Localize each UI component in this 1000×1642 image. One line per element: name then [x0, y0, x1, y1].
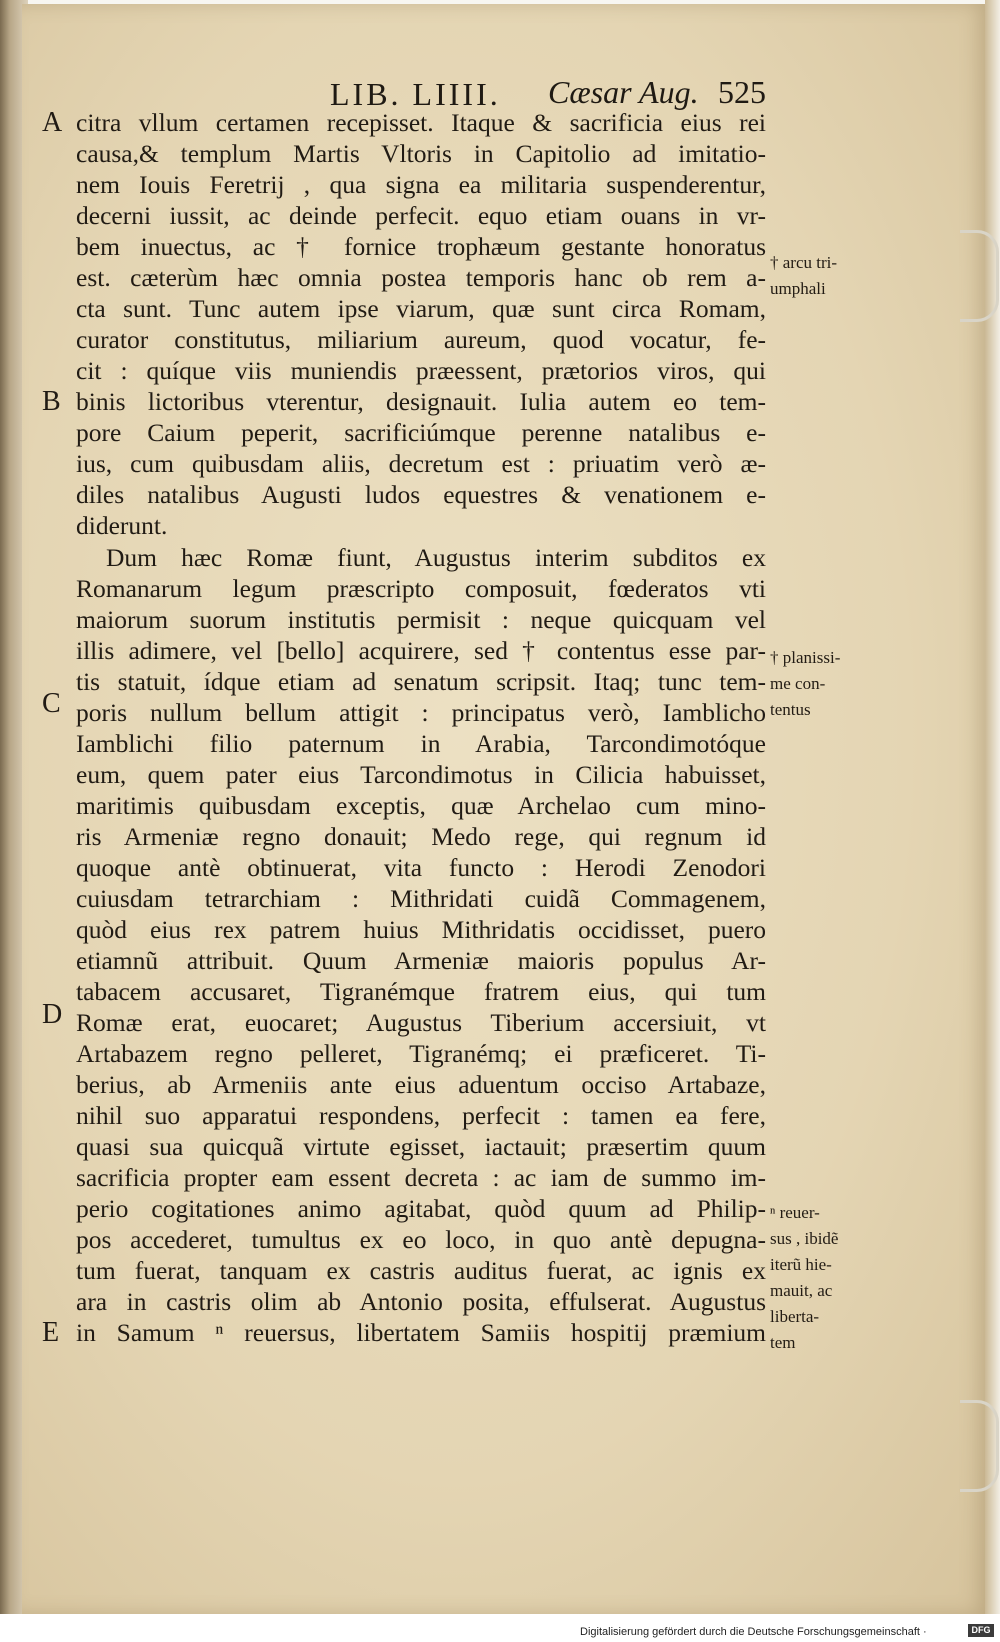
- marginal-note-line: me con-: [770, 674, 826, 693]
- text-line: Romæ erat, euocaret; Augustus Tiberium accersiuit, vt: [76, 1008, 766, 1037]
- marginal-note-line: tentus: [770, 700, 811, 719]
- marginal-note-arcu: [770, 250, 880, 302]
- marginal-note-line: ⁿ reuer-: [770, 1203, 820, 1222]
- text-line: decerni iussit, ac deinde perfecit. equo etiam ouans in vr-: [76, 201, 766, 230]
- marginal-note-line: mauit, ac: [770, 1281, 833, 1300]
- marginal-note-line: tem: [770, 1333, 796, 1352]
- text-line: poris nullum bellum attigit : principatus verò, Iamblicho: [76, 698, 766, 727]
- marginal-note-line: iterũ hie-: [770, 1255, 832, 1274]
- text-line: cuiusdam tetrarchiam : Mithridati cuidã Commagenem,: [76, 884, 766, 913]
- marginal-note-line: † planissi-: [770, 648, 841, 667]
- text-line: tum fuerat, tanquam ex castris auditus fuerat, ac ignis ex: [76, 1256, 766, 1285]
- text-line: tabacem accusaret, Tigranémque fratrem eius, qui tum: [76, 977, 766, 1006]
- marginal-note-reuersus: [770, 1200, 880, 1356]
- text-line: sacrificia propter eam essent decreta : ac iam de summo im-: [76, 1163, 766, 1192]
- text-line: pos accederet, tumultus ex eo loco, in quo antè depugna-: [76, 1225, 766, 1254]
- section-letter-a: A: [42, 107, 63, 138]
- page-number: 525: [718, 74, 766, 110]
- text-line: ara in castris olim ab Antonio posita, effulserat. Augustus: [76, 1287, 766, 1316]
- text-line: cta sunt. Tunc autem ipse viarum, quæ sunt circa Romam,: [76, 294, 766, 323]
- text-line: ris Armeniæ regno donauit; Medo rege, qui regnum id: [76, 822, 766, 851]
- dfg-logo: DFG: [968, 1624, 994, 1637]
- text-line: cit : quíque viis muniendis præessent, prætorios viros, qui: [76, 356, 766, 385]
- text-line: Romanarum legum præscripto composuit, fœderatos vti: [76, 574, 766, 603]
- text-line: in Samum ⁿ reuersus, libertatem Samiis hospitij præmium: [76, 1318, 766, 1347]
- text-line: etiamnũ attribuit. Quum Armeniæ maioris populus Ar-: [76, 946, 766, 975]
- text-line: quoque antè obtinuerat, vita functo : Herodi Zenodori: [76, 853, 766, 882]
- text-line: bem inuectus, ac † fornice trophæum gestante honoratus: [76, 232, 766, 261]
- running-head: LIB. LIIII.: [330, 76, 501, 112]
- section-letter-b: B: [42, 386, 61, 417]
- text-line: quasi sua quicquã virtute egisset, iactauit; præsertim quum: [76, 1132, 766, 1161]
- text-line: citra vllum certamen recepisset. Itaque & sacrificia eius rei: [76, 108, 766, 137]
- text-line: nem Iouis Feretrij , qua signa ea militaria suspenderentur,: [76, 170, 766, 199]
- text-line: pore Caium peperit, sacrificiúmque perenne natalibus e-: [76, 418, 766, 447]
- marginal-note-line: † arcu tri-: [770, 253, 838, 272]
- text-line: curator constitutus, miliarium aureum, quod vocatur, fe-: [76, 325, 766, 354]
- text-line: quòd eius rex patrem huius Mithridatis occidisset, puero: [76, 915, 766, 944]
- marginal-note-line: umphali: [770, 279, 826, 298]
- text-line: Dum hæc Romæ fiunt, Augustus interim subditos ex: [106, 543, 766, 572]
- section-letter-c: C: [42, 688, 61, 719]
- text-line: tis statuit, ídque etiam ad senatum scripsit. Itaq; tunc tem-: [76, 667, 766, 696]
- section-letter-e: E: [42, 1317, 60, 1348]
- text-line: nihil suo apparatui respondens, perfecit : tamen ea fere,: [76, 1101, 766, 1130]
- text-line: est. cæterùm hæc omnia postea temporis hanc ob rem a-: [76, 263, 766, 292]
- page-clip-top: [960, 230, 999, 322]
- marginal-note-planissime: [770, 645, 880, 723]
- text-line: eum, quem pater eius Tarcondimotus in Cilicia habuisset,: [76, 760, 766, 789]
- section-letter-d: D: [42, 999, 63, 1030]
- text-line: illis adimere, vel [bello] acquirere, sed † contentus esse par-: [76, 636, 766, 665]
- text-line: binis lictoribus vterentur, designauit. Iulia autem eo tem-: [76, 387, 766, 416]
- page-clip-bottom: [960, 1400, 999, 1492]
- running-title: Cæsar Aug.: [548, 74, 699, 110]
- text-line: ius, cum quibusdam aliis, decretum est : priuatim verò æ-: [76, 449, 766, 478]
- text-line: maiorum suorum institutis permisit : neque quicquam vel: [76, 605, 766, 634]
- text-line: berius, ab Armeniis ante eius aduentum occiso Artabaze,: [76, 1070, 766, 1099]
- marginal-note-line: liberta-: [770, 1307, 820, 1326]
- text-line: diderunt.: [76, 511, 168, 540]
- text-line: Iamblichi filio paternum in Arabia, Tarcondimotóque: [76, 729, 766, 758]
- marginal-note-line: sus , ibidẽ: [770, 1229, 839, 1248]
- text-line: Artabazem regno pelleret, Tigranémq; ei præficeret. Ti-: [76, 1039, 766, 1068]
- funding-credit: Digitalisierung gefördert durch die Deutsche Forschungsgemeinschaft ·: [580, 1626, 927, 1638]
- text-line: maritimis quibusdam exceptis, quæ Archelao cum mino-: [76, 791, 766, 820]
- text-line: diles natalibus Augusti ludos equestres & venationem e-: [76, 480, 766, 509]
- text-line: perio cogitationes animo agitabat, quòd quum ad Philip-: [76, 1194, 766, 1223]
- text-line: causa,& templum Martis Vltoris in Capitolio ad imitatio-: [76, 139, 766, 168]
